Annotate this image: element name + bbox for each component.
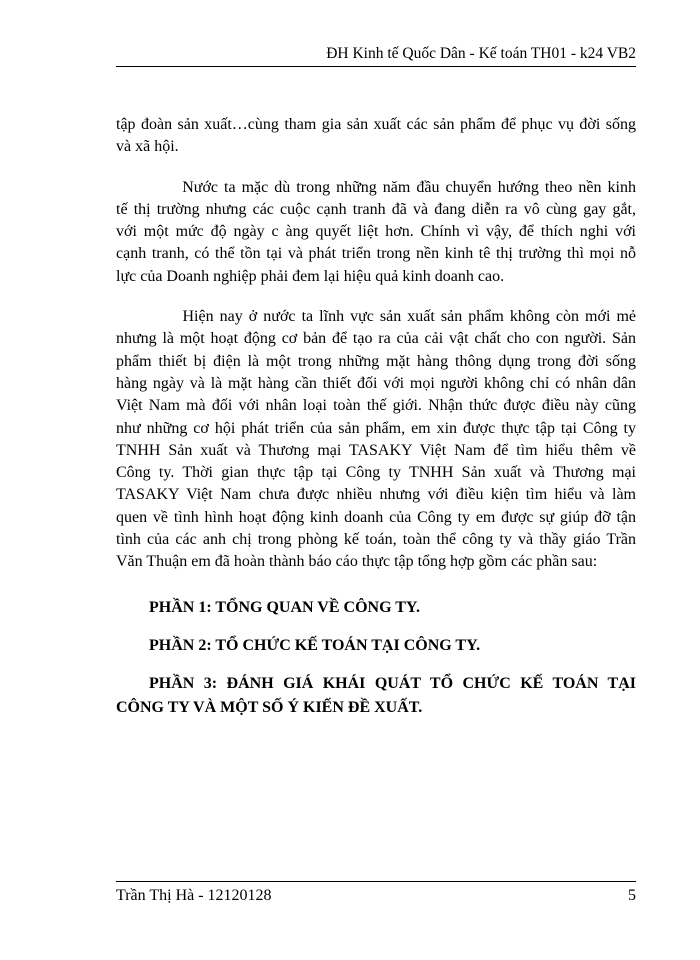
- section-heading-part-3: [116, 672, 636, 720]
- paragraph-line: hàng ngày và là mặt hàng cần thiết đối với mọi người không chỉ có nhân dân: [116, 374, 636, 392]
- paragraph-3: [116, 306, 636, 574]
- paragraph-line: lực của Doanh nghiệp phải đem lại hiệu quả kinh doanh cao.: [116, 267, 505, 285]
- paragraph-line: quen về tình hình hoạt động kinh doanh của Công ty em được sự giúp đỡ tận: [116, 508, 636, 526]
- section-heading-text: PHẦN 3: ĐÁNH GIÁ KHÁI QUÁT TỔ CHỨC KẾ TOÁN TẠI: [149, 674, 636, 692]
- running-title: ĐH Kinh tế Quốc Dân - Kế toán TH01 - k24 VB2: [326, 45, 636, 62]
- paragraph-line: Hiện nay ở nước ta lĩnh vực sản xuất sản phẩm không còn mới mẻ: [116, 308, 636, 326]
- header-rule: [116, 66, 636, 67]
- section-heading-part-1: [116, 596, 636, 620]
- paragraph-line: và xã hội.: [116, 138, 179, 156]
- paragraph-line: Việt Nam mà đối với nhân loại toàn thế giới. Nhận thức được điều này cũng: [116, 397, 636, 415]
- paragraph-line: tình của các anh chị trong phòng kế toán, toàn thể công ty và thầy giáo Trần: [116, 531, 636, 549]
- paragraph-line: nhưng là một hoạt động cơ bản để tạo ra của cải vật chất cho con người. Sản: [116, 330, 636, 348]
- paragraph-line: tế thị trường nhưng các cuộc cạnh tranh đã và đang diễn ra vô cùng gay gắt,: [116, 200, 636, 218]
- section-heading-text: PHẦN 1: TỔNG QUAN VỀ CÔNG TY.: [149, 598, 420, 616]
- section-heading-text: CÔNG TY VÀ MỘT SỐ Ý KIẾN ĐỀ XUẤT.: [116, 698, 423, 716]
- paragraph-line: cạnh tranh, có thể tồn tại và phát triển trong nền kinh tê thị trường thì mọi nỗ: [116, 245, 636, 263]
- section-heading-part-2: [116, 634, 636, 658]
- paragraph-line: TNHH Sản xuất và Thương mại TASAKY Việt Nam để tìm hiểu thêm về: [116, 441, 636, 459]
- paragraph-line: Nước ta mặc dù trong những năm đầu chuyển hướng theo nền kinh: [116, 178, 636, 196]
- footer-rule: [116, 881, 636, 882]
- page-body: [116, 114, 636, 734]
- paragraph-line: TASAKY Việt Nam chưa được nhiều nhưng với điều kiện tìm hiểu và làm: [116, 486, 636, 504]
- paragraph-line: với một mức độ ngày c àng quyết liệt hơn. Chính vì vậy, để thích nghi với: [116, 223, 636, 241]
- paragraph-line: tập đoàn sản xuất…cùng tham gia sản xuất các sản phẩm để phục vụ đời sống: [116, 116, 636, 133]
- section-heading-text: PHẦN 2: TỔ CHỨC KẾ TOÁN TẠI CÔNG TY.: [149, 636, 481, 654]
- paragraph-line: Công ty. Thời gian thực tập tại Công ty TNHH Sản xuất và Thương mại: [116, 464, 636, 482]
- paragraph-line: phẩm thiết bị điện là một trong những mặt hàng thông dụng trong đời sống: [116, 352, 636, 370]
- paragraph-line: như những cơ hội phát triển của sản phẩm, em xin được thực tập tại Công ty: [116, 419, 636, 437]
- footer-author: Trần Thị Hà - 12120128: [116, 887, 272, 904]
- page-number: 5: [628, 887, 636, 904]
- paragraph-line: Văn Thuận em đã hoàn thành báo cáo thực tập tổng hợp gồm các phần sau:: [116, 553, 598, 571]
- paragraph-2: [116, 177, 636, 288]
- paragraph-1: [116, 114, 636, 159]
